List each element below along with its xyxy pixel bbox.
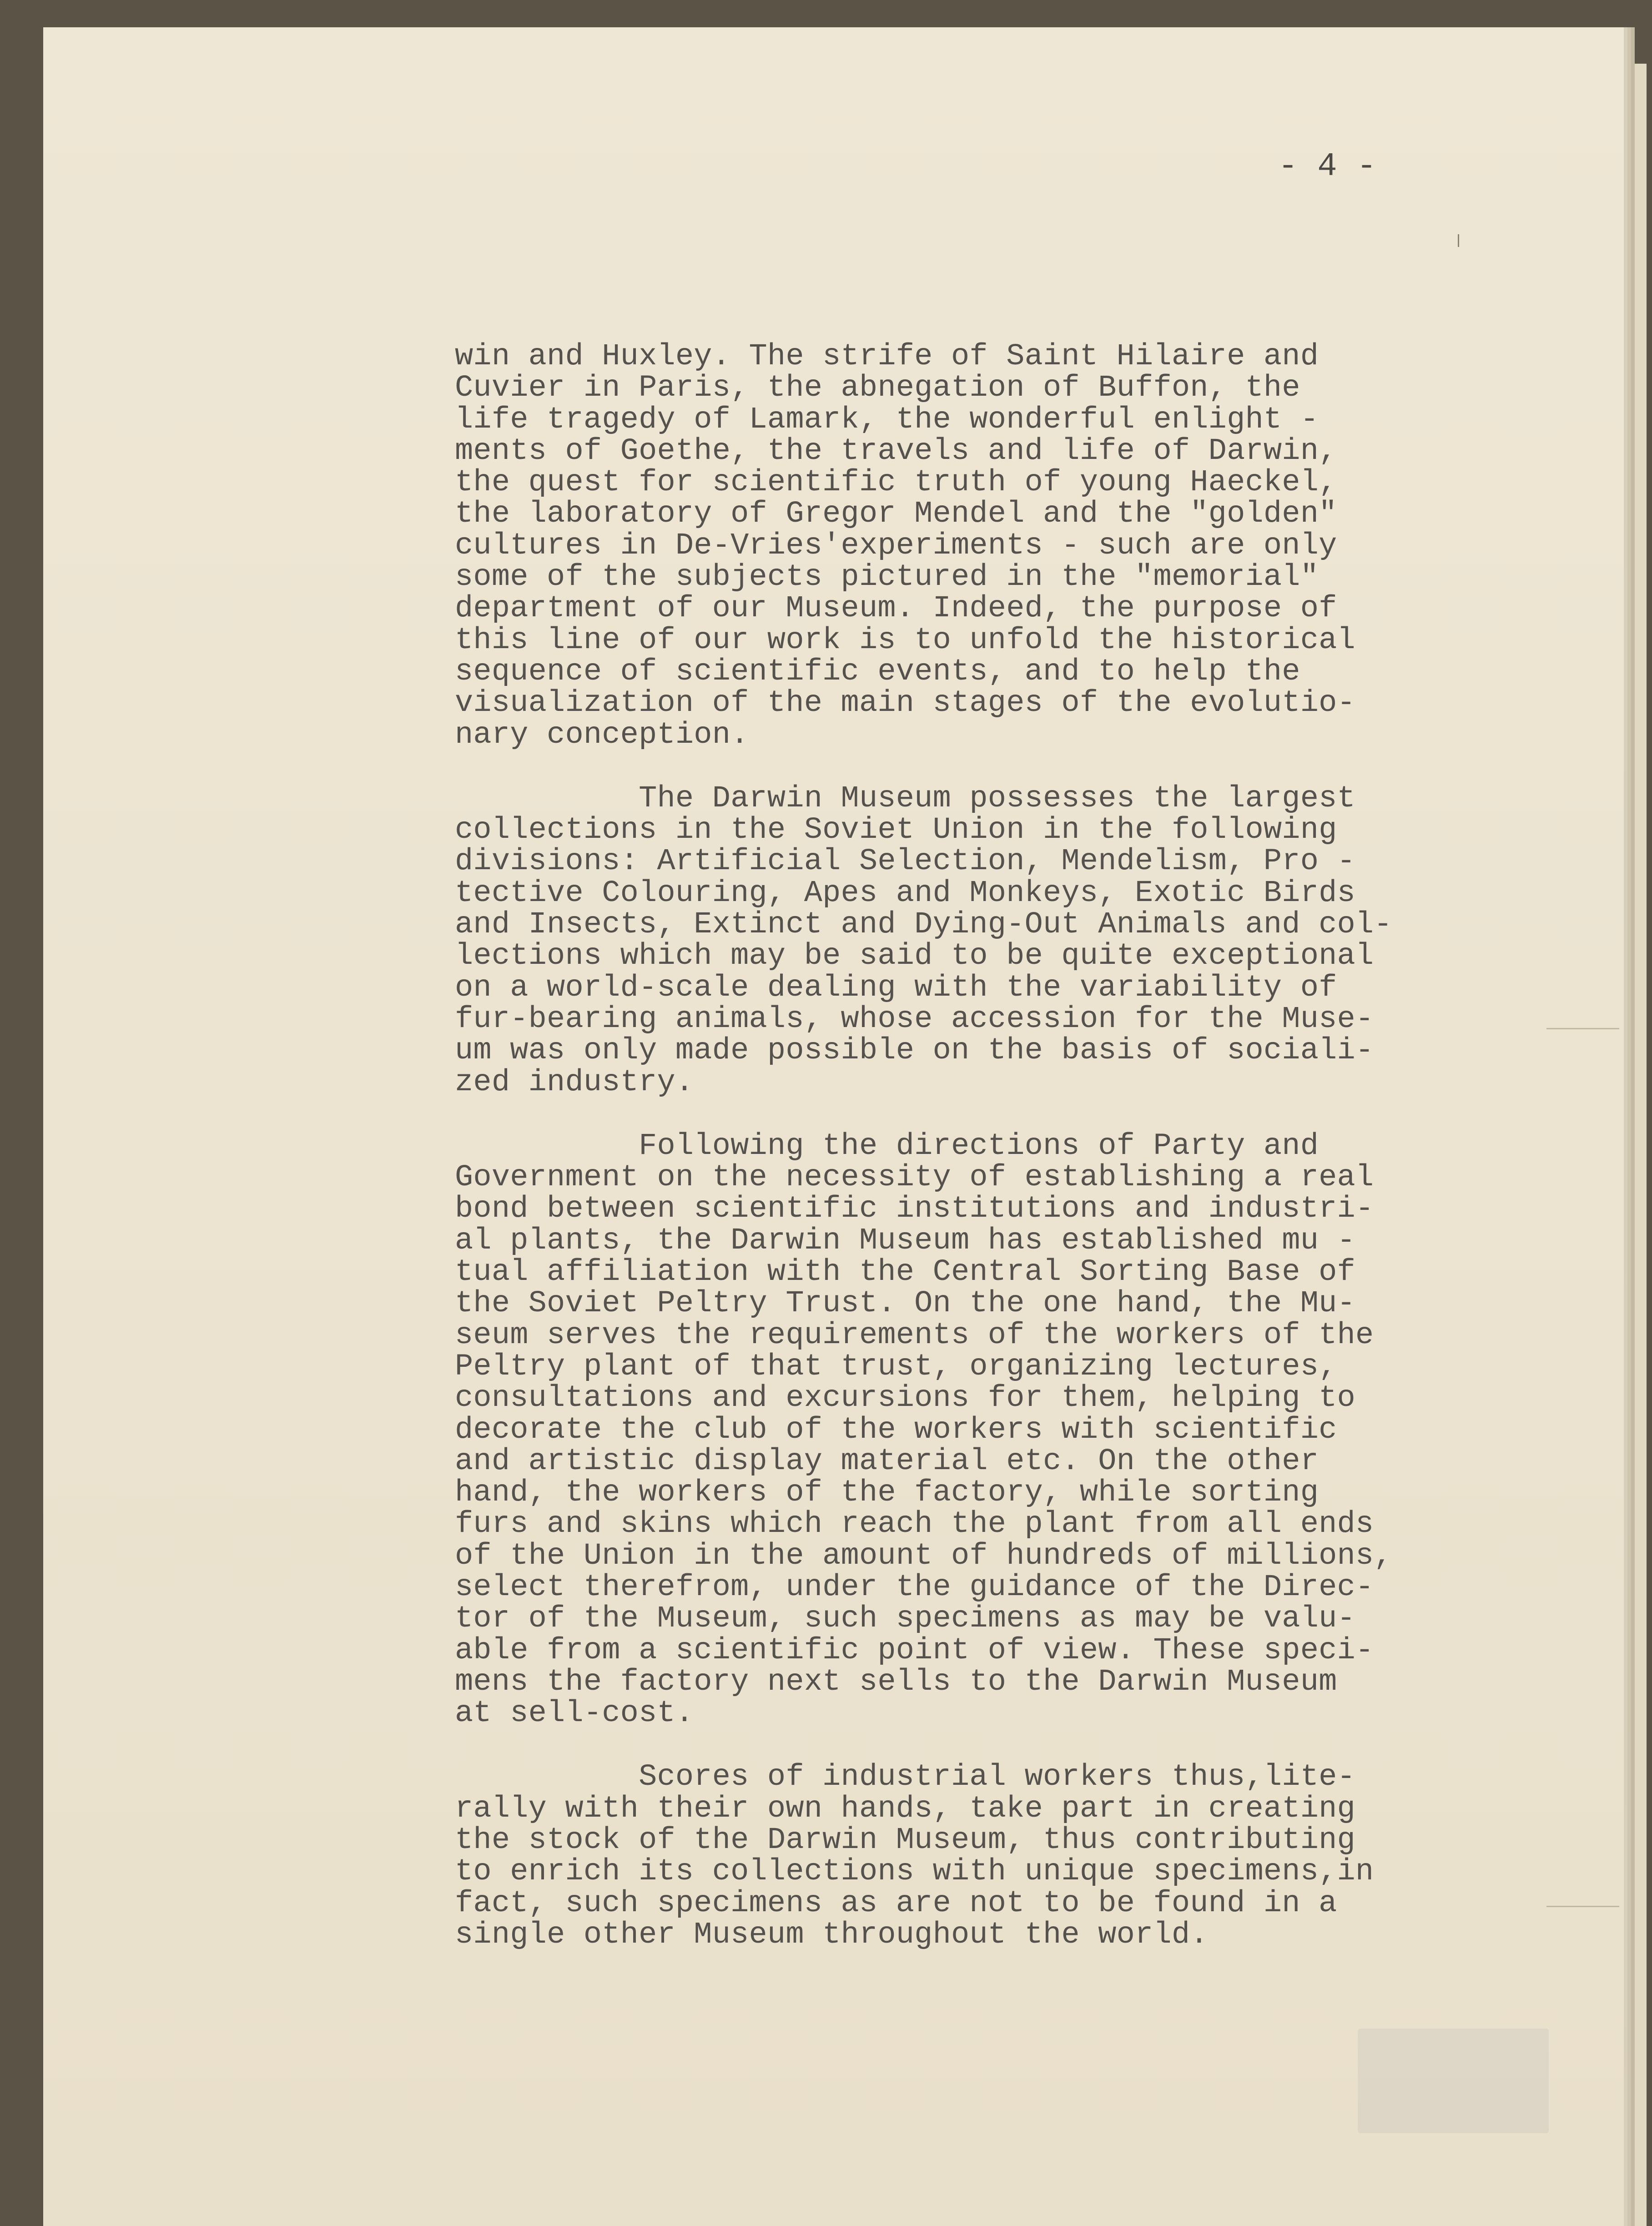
text-line: the stock of the Darwin Museum, thus contributing (455, 1823, 1355, 1858)
paragraph-4 (455, 1762, 1546, 1951)
text-line: of the Union in the amount of hundreds of millions, (455, 1538, 1392, 1573)
body-text (455, 341, 1546, 1983)
text-line: zed industry. (455, 1065, 694, 1100)
paragraph-1 (455, 341, 1546, 751)
text-line: divisions: Artificial Selection, Mendelism, Pro - (455, 844, 1355, 879)
text-line: bond between scientific institutions and industri- (455, 1192, 1374, 1227)
edge-pencil-mark (1546, 1028, 1619, 1029)
text-line: Government on the necessity of establishing a real (455, 1160, 1374, 1195)
text-line: this line of our work is to unfold the historical (455, 623, 1355, 658)
text-line: visualization of the main stages of the evolutio- (455, 686, 1355, 721)
text-line: sequence of scientific events, and to help the (455, 654, 1300, 689)
text-line: cultures in De-Vries'experiments - such are only (455, 528, 1337, 563)
text-line: life tragedy of Lamark, the wonderful enlight - (455, 402, 1319, 437)
text-line: Peltry plant of that trust, organizing lectures, (455, 1349, 1337, 1384)
text-line: consultations and excursions for them, helping to (455, 1381, 1355, 1416)
text-line: department of our Museum. Indeed, the purpose of (455, 591, 1337, 626)
text-line: fur-bearing animals, whose accession for the Muse- (455, 1002, 1374, 1037)
page-number: - 4 - (1278, 148, 1377, 185)
text-line: and Insects, Extinct and Dying-Out Animals and col- (455, 907, 1392, 942)
text-line: select therefrom, under the guidance of the Direc- (455, 1570, 1374, 1605)
text-line: seum serves the requirements of the workers of the (455, 1318, 1374, 1353)
text-line: um was only made possible on the basis of sociali- (455, 1033, 1374, 1068)
text-line: to enrich its collections with unique specimens,in (455, 1854, 1374, 1889)
text-line: hand, the workers of the factory, while sorting (455, 1476, 1319, 1511)
text-line: single other Museum throughout the world. (455, 1917, 1209, 1952)
text-line: Cuvier in Paris, the abnegation of Buffon, the (455, 371, 1300, 406)
text-line: The Darwin Museum possesses the largest (455, 781, 1355, 816)
paragraph-2 (455, 783, 1546, 1098)
text-line: at sell-cost. (455, 1696, 694, 1731)
text-line: win and Huxley. The strife of Saint Hilaire and (455, 339, 1319, 374)
text-line: the quest for scientific truth of young Haeckel, (455, 465, 1337, 500)
text-line: lections which may be said to be quite exceptional (455, 939, 1374, 974)
text-line: decorate the club of the workers with scientific (455, 1412, 1337, 1447)
text-line: collections in the Soviet Union in the following (455, 813, 1337, 848)
text-line: tor of the Museum, such specimens as may be valu- (455, 1602, 1355, 1637)
text-line: and artistic display material etc. On the other (455, 1444, 1319, 1479)
text-line: rally with their own hands, take part in creating (455, 1791, 1355, 1826)
margin-mark (1458, 234, 1459, 247)
text-line: Following the directions of Party and (455, 1128, 1319, 1163)
edge-pencil-mark (1546, 1906, 1619, 1907)
text-line: some of the subjects pictured in the "memorial" (455, 560, 1319, 595)
text-line: tual affiliation with the Central Sorting Base of (455, 1255, 1355, 1290)
text-line: able from a scientific point of view. These speci- (455, 1633, 1374, 1668)
text-line: ments of Goethe, the travels and life of Darwin, (455, 433, 1337, 468)
text-line: on a world-scale dealing with the variability of (455, 970, 1337, 1005)
text-line: al plants, the Darwin Museum has established mu - (455, 1223, 1355, 1258)
faded-archive-stamp (1358, 2029, 1549, 2133)
typewritten-sheet (43, 27, 1624, 2226)
text-line: fact, such specimens as are not to be found in a (455, 1886, 1337, 1921)
text-line: mens the factory next sells to the Darwin Museum (455, 1664, 1337, 1699)
paragraph-3 (455, 1128, 1546, 1731)
text-line: the Soviet Peltry Trust. On the one hand, the Mu- (455, 1286, 1355, 1321)
text-line: the laboratory of Gregor Mendel and the "golden" (455, 497, 1337, 532)
text-line: nary conception. (455, 717, 749, 752)
text-line: furs and skins which reach the plant from all ends (455, 1507, 1374, 1542)
text-line: Scores of industrial workers thus,lite- (455, 1760, 1355, 1795)
text-line: tective Colouring, Apes and Monkeys, Exotic Birds (455, 876, 1355, 911)
